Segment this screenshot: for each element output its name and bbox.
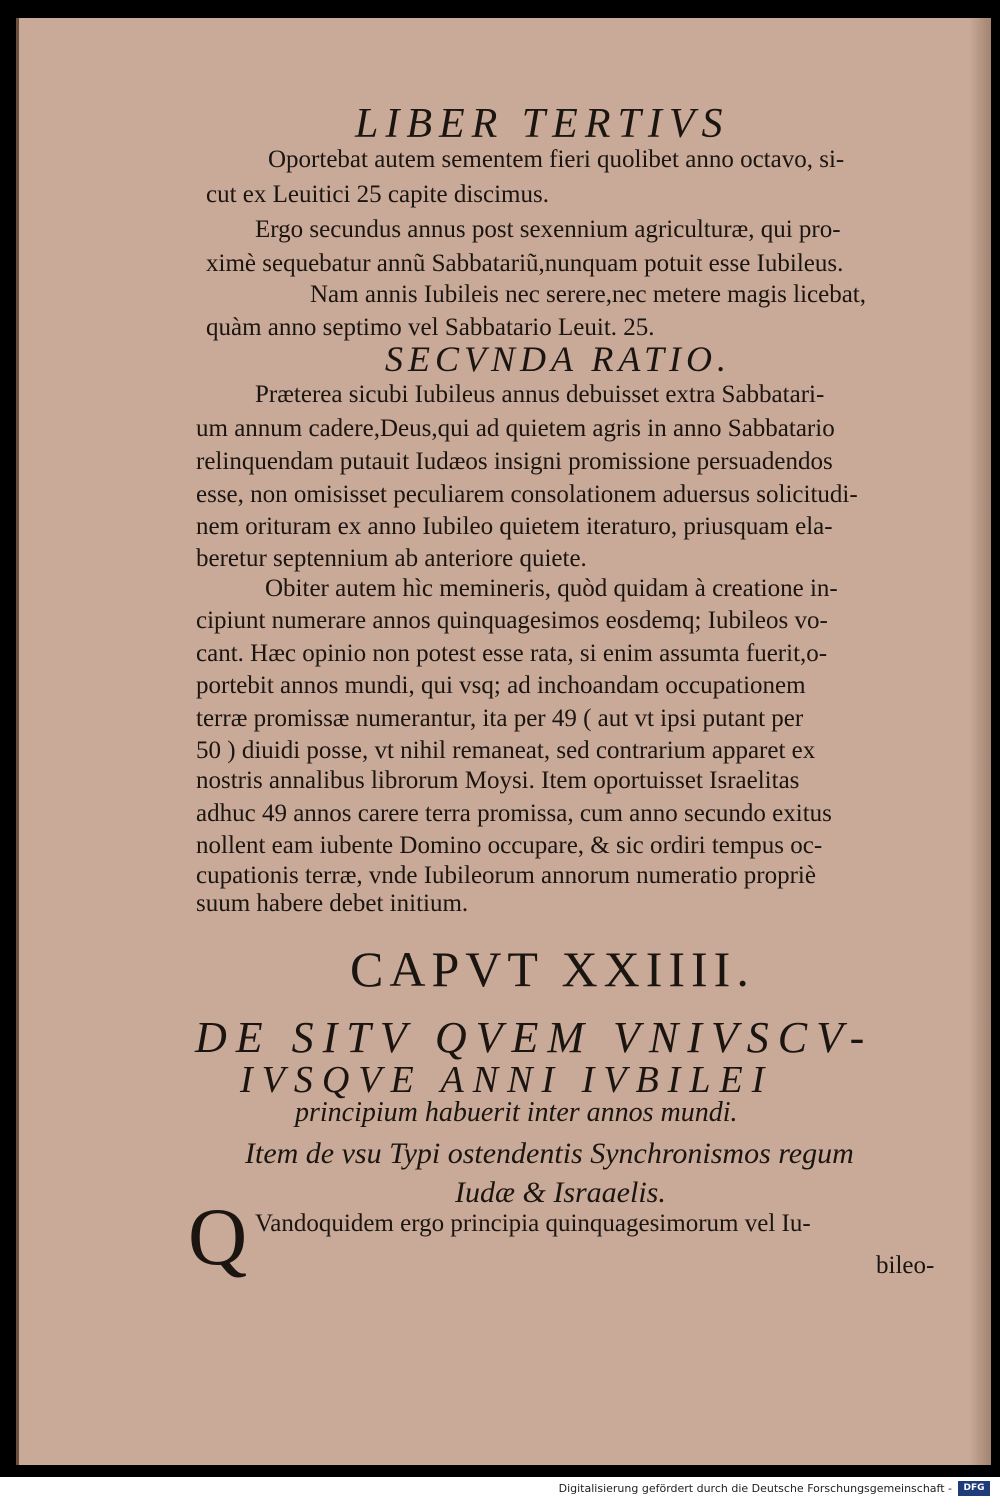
- text-line: Præterea sicubi Iubileus annus debuisset extra Sabbatari-: [255, 381, 825, 408]
- text-line: nollent eam iubente Domino occupare, & sic ordiri tempus oc-: [196, 832, 823, 859]
- text-line: cupationis terræ, vnde Iubileorum annorum numeratio propriè: [196, 862, 816, 889]
- text-line: cipiunt numerare annos quinquagesimos eosdemq; Iubileos vo-: [196, 607, 828, 634]
- text-line: Vandoquidem ergo principia quinquagesimorum vel Iu-: [255, 1210, 811, 1237]
- text-line: Oportebat autem sementem fieri quolibet anno octavo, si-: [268, 146, 845, 173]
- running-head: LIBER TERTIVS: [355, 101, 730, 147]
- text-line: ximè sequebatur annũ Sabbatariũ,nunquam potuit esse Iubileus.: [206, 250, 844, 277]
- text-line: nostris annalibus librorum Moysi. Item oportuisset Israelitas: [196, 767, 800, 794]
- drop-cap: Q: [188, 1191, 248, 1282]
- text-line: Obiter autem hìc memineris, quòd quidam à creatione in-: [265, 575, 838, 602]
- text-line: Nam annis Iubileis nec serere,nec metere magis licebat,: [310, 281, 867, 308]
- catchword: bileo-: [876, 1252, 935, 1279]
- text-line: terræ promissæ numerantur, ita per 49 ( aut vt ipsi putant per: [196, 705, 804, 732]
- chapter-title-line: DE SITV QVEM VNIVSCV-: [195, 1013, 874, 1062]
- text-line: cant. Hæc opinio non potest esse rata, si enim assumta fuerit,o-: [196, 640, 828, 667]
- footer-text: Digitalisierung gefördert durch die Deutsche Forschungsgemeinschaft -: [558, 1482, 952, 1495]
- chapter-title-line: Iudæ & Israaelis.: [455, 1176, 666, 1209]
- dfg-logo-icon: DFG: [958, 1481, 990, 1496]
- text-line: relinquendam putauit Iudæos insigni promissione persuadendos: [196, 448, 833, 475]
- text-line: suum habere debet initium.: [196, 890, 469, 917]
- footer-bar: [0, 1477, 1000, 1501]
- chapter-title-line: IVSQVE ANNI IVBILEI: [240, 1059, 774, 1101]
- section-subheading: SECVNDA RATIO.: [385, 339, 731, 379]
- text-line: beretur septennium ab anteriore quiete.: [196, 545, 587, 572]
- text-line: um annum cadere,Deus,qui ad quietem agris in anno Sabbatario: [196, 415, 835, 442]
- text-line: adhuc 49 annos carere terra promissa, cum anno secundo exitus: [196, 800, 832, 827]
- text-line: 50 ) diuidi posse, vt nihil remaneat, sed contrarium apparet ex: [196, 737, 816, 764]
- text-line: Ergo secundus annus post sexennium agriculturæ, qui pro-: [255, 216, 841, 243]
- chapter-title-line: Item de vsu Typi ostendentis Synchronismos regum: [245, 1137, 854, 1170]
- text-line: nem orituram ex anno Iubileo quietem iteraturo, priusquam ela-: [196, 513, 833, 540]
- text-line: esse, non omisisset peculiarem consolationem aduersus solicitudi-: [196, 481, 858, 508]
- text-line: portebit annos mundi, qui vsq; ad inchoandam occupationem: [196, 672, 806, 699]
- text-line: quàm anno septimo vel Sabbatario Leuit. 25.: [206, 314, 655, 341]
- chapter-title-line: principium habuerit inter annos mundi.: [295, 1097, 738, 1128]
- chapter-heading: CAPVT XXIIII.: [350, 941, 755, 997]
- text-line: cut ex Leuitici 25 capite discimus.: [206, 181, 549, 208]
